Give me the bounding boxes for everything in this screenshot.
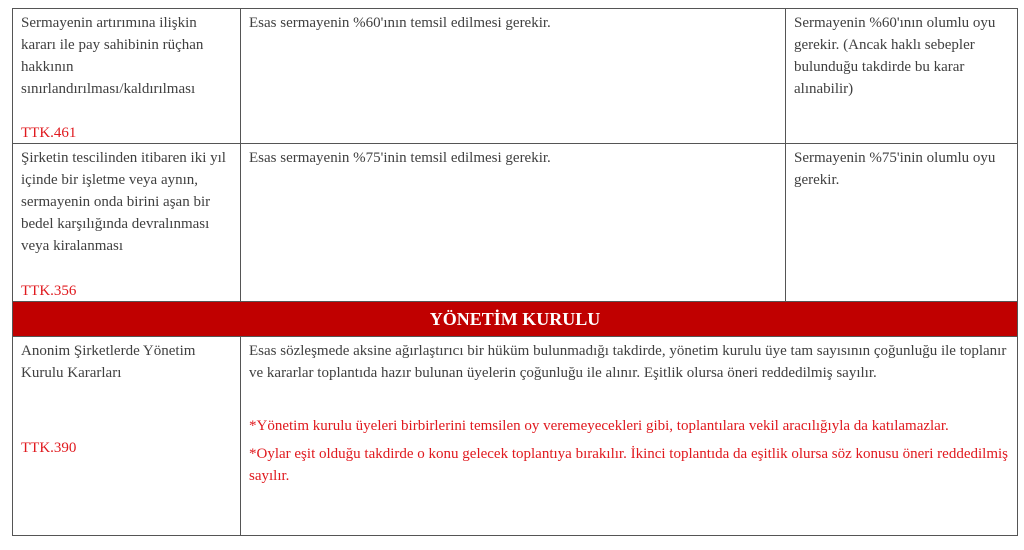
meeting-quorum-cell xyxy=(241,9,786,144)
decision-quorum-cell xyxy=(786,9,1018,144)
decision-cell xyxy=(13,9,241,144)
decision-text: Sermayenin artırımına ilişkin kararı ile pay sahibinin rüçhan hakkının sınırlandırılması/kaldırılması xyxy=(21,15,204,97)
decision-text: Şirketin tescilinden itibaren iki yıl içinde bir işletme veya aynın, sermayenin onda birini aşan bir bedel karşılığında devralınması veya kiralanması xyxy=(21,150,226,254)
board-rules-cell xyxy=(241,337,1018,536)
decision-quorum-text: Sermayenin %75'inin olumlu oyu gerekir. xyxy=(794,150,996,188)
decision-quorum-cell xyxy=(786,144,1018,302)
table-row xyxy=(13,9,1018,144)
meeting-quorum-cell xyxy=(241,144,786,302)
document-page xyxy=(12,8,1017,536)
law-reference: TTK.461 xyxy=(21,125,77,141)
table-row xyxy=(13,144,1018,302)
board-note-tie: *Oylar eşit olduğu takdirde o konu gelecek toplantıya bırakılır. İkinci toplantıda da eşitlik olursa söz konusu öneri reddedilmiş sayılır. xyxy=(249,446,1008,484)
law-reference: TTK.356 xyxy=(21,283,77,299)
decision-cell xyxy=(13,337,241,536)
board-note-proxy: *Yönetim kurulu üyeleri birbirlerini temsilen oy veremeyecekleri gibi, toplantılara vekil aracılığıyla da katılamazlar. xyxy=(249,418,949,434)
quorum-table xyxy=(12,8,1018,536)
decision-cell xyxy=(13,144,241,302)
board-rules-text: Esas sözleşmede aksine ağırlaştırıcı bir hüküm bulunmadığı takdirde, yönetim kurulu üye tam sayısının çoğunluğu ile toplanır ve kararlar toplantıda hazır bulunan üyelerin çoğunluğu ile alınır. Eşitlik olursa öneri reddedilmiş sayılır. xyxy=(249,343,1007,381)
section-title: YÖNETİM KURULU xyxy=(13,302,1018,337)
decision-quorum-text: Sermayenin %60'ının olumlu oyu gerekir. (Ancak haklı sebepler bulunduğu takdirde bu karar alınabilir) xyxy=(794,15,996,97)
table-row xyxy=(13,337,1018,536)
meeting-quorum-text: Esas sermayenin %75'inin temsil edilmesi gerekir. xyxy=(249,150,551,166)
section-banner xyxy=(13,302,1018,337)
meeting-quorum-text: Esas sermayenin %60'ının temsil edilmesi gerekir. xyxy=(249,15,551,31)
law-reference: TTK.390 xyxy=(21,440,77,456)
decision-text: Anonim Şirketlerde Yönetim Kurulu Kararları xyxy=(21,343,196,381)
